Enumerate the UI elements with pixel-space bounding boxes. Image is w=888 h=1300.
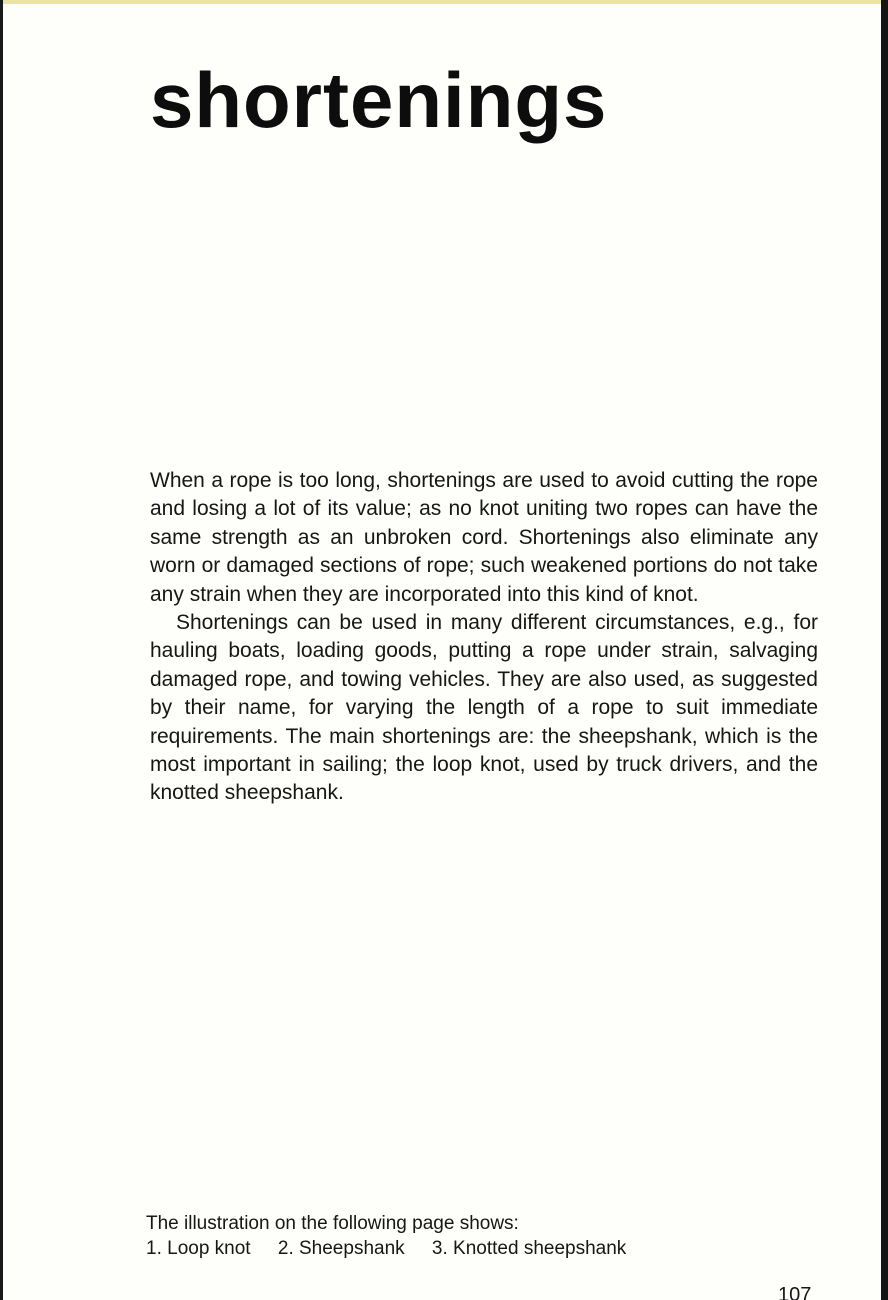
page-right-edge <box>881 0 888 1300</box>
page-number: 107 <box>778 1284 812 1300</box>
paragraph-2: Shortenings can be used in many different circumstances, e.g., for hauling boats, loading goods, putting a rope under strain, salvaging damaged rope, and towing vehicles. They are also used, as suggested by their name, for varying the length of a rope to suit immediate requirements. The main shortenings are: the sheepshank, which is the most important in sailing; the loop knot, used by truck drivers, and the knotted sheepshank. <box>150 611 818 805</box>
caption-item-loop-knot: 1. Loop knot <box>146 1238 251 1259</box>
caption-item-knotted-sheepshank: 3. Knotted sheepshank <box>431 1238 627 1259</box>
page-title: shortenings <box>150 56 608 144</box>
paragraph-1: When a rope is too long, shortenings are used to avoid cutting the rope and losing a lot of its value; as no knot uniting two ropes can have the same strength as an unbroken cord. Shortenings also eliminate any worn or damaged sections of rope; such weakened portions do not take any strain when they are incorporated into this kind of knot. <box>150 469 818 606</box>
page-left-edge <box>0 0 3 1300</box>
illustration-caption <box>146 1211 766 1261</box>
caption-intro: The illustration on the following page shows: <box>146 1213 519 1234</box>
caption-item-sheepshank: 2. Sheepshank <box>277 1238 405 1259</box>
body-text <box>150 467 818 808</box>
caption-items <box>146 1236 766 1261</box>
page-top-edge <box>0 0 888 4</box>
